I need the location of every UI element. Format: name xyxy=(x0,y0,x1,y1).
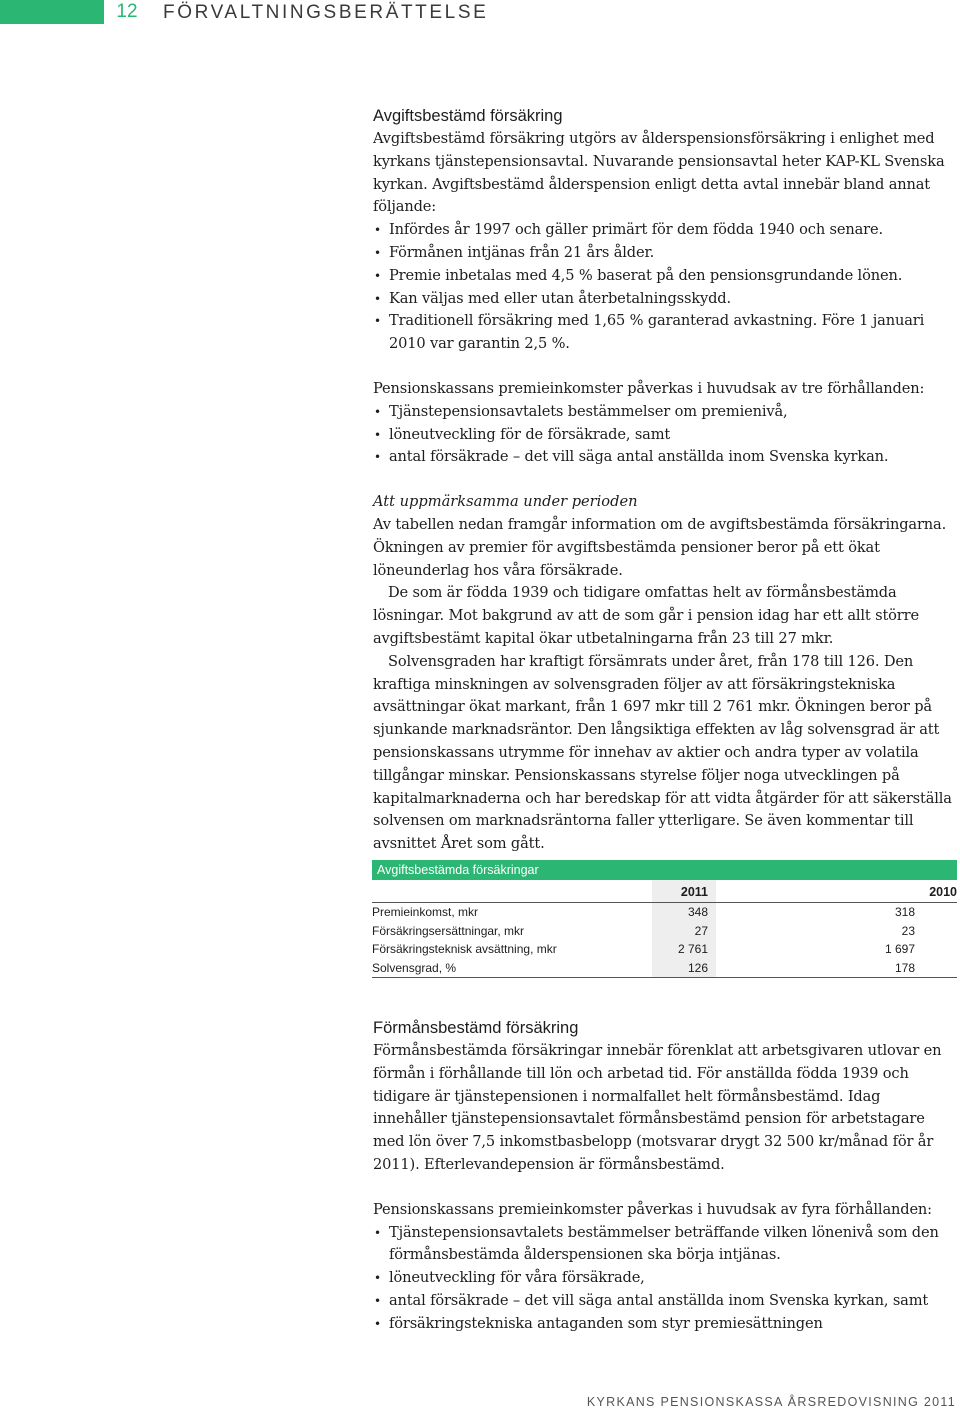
column-header-2011: 2011 xyxy=(680,885,708,899)
intro-paragraph: Avgiftsbestämd försäkring utgörs av ålderspensionsförsäkring i enlighet med kyrkans tjänstepensionsavtal. Nuvarande pensionsavtal heter KAP-KL Svenska kyrkan. Avgiftsbestämd ålderspension enligt detta avtal innebär bland annat följande: xyxy=(373,130,945,216)
list-item: • löneutveckling för våra försäkrade, xyxy=(373,1267,957,1290)
body-paragraph: Av tabellen nedan framgår information om de avgiftsbestämda försäkringarna. Ökningen av premier för avgiftsbestämda pensioner beror på ett ökat löneunderlag hos våra försäkrade. xyxy=(373,515,947,579)
cell-2011: 348 xyxy=(687,905,708,919)
list-item: • antal försäkrade – det vill säga antal anställda inom Svenska kyrkan. xyxy=(373,446,957,469)
list-item: • Förmånen intjänas från 21 års ålder. xyxy=(373,242,957,265)
page-footer: KYRKANS PENSIONSKASSA ÅRSREDOVISNING 2011 xyxy=(586,1395,956,1409)
section-heading: Avgiftsbestämd försäkring xyxy=(373,107,563,125)
cell-2010: 1 697 xyxy=(884,942,915,956)
cell-2011: 2 761 xyxy=(677,942,708,956)
list-item: • Kan väljas med eller utan återbetalningsskydd. xyxy=(373,288,957,311)
header-accent-bar xyxy=(0,0,104,24)
table-row xyxy=(372,940,957,959)
table-row xyxy=(372,959,957,978)
list-item: • Traditionell försäkring med 1,65 % garanterad avkastning. Före 1 januari 2010 var garantin 2,5 %. xyxy=(373,310,957,356)
table-header-row xyxy=(372,880,957,902)
list-item: • Infördes år 1997 och gäller primärt för dem födda 1940 och senare. xyxy=(373,219,957,242)
premium-intro: Pensionskassans premieinkomster påverkas i huvudsak av tre förhållanden: xyxy=(373,379,925,397)
cell-2010: 318 xyxy=(894,905,915,919)
list-item: • försäkringstekniska antaganden som styr premiesättningen xyxy=(373,1313,957,1336)
premium-factor-list xyxy=(373,1222,957,1336)
page-number: 12 xyxy=(116,1,138,22)
cell-2011: 27 xyxy=(694,923,708,938)
cell-2011: 126 xyxy=(687,960,708,975)
list-item: • löneutveckling för de försäkrade, samt xyxy=(373,424,957,447)
table-title: Avgiftsbestämda försäkringar xyxy=(372,860,957,880)
row-label: Försäkringsersättningar, mkr xyxy=(372,923,525,938)
table-row xyxy=(372,922,957,941)
body-paragraph: Förmånsbestämda försäkringar innebär förenklat att arbetsgivaren utlovar en förmån i förhållande till lön och arbetad tid. För anställda födda 1939 och tidigare är tjänstepensionen i normalfallet helt förmånsbestämd. Idag innehåller tjänstepensionsavtalet förmånsbestämd pension för arbetstagare med lön över 7,5 inkomstbasbelopp (motsvarar drygt 32 500 kr/månad för år 2011). Efterlevandepension är förmånsbestämd. xyxy=(373,1042,942,1173)
page-header-title: FÖRVALTNINGSBERÄTTELSE xyxy=(163,2,489,23)
list-item: • Tjänstepensionsavtalets bestämmelser beträffande vilken lönenivå som den förmånsbestämda ålderspensionen ska börja intjänas. xyxy=(373,1222,957,1268)
table-bottom-rule xyxy=(372,977,957,978)
section-avgiftsbestamd xyxy=(373,104,957,856)
list-item: • Premie inbetalas med 4,5 % baserat på den pensionsgrundande lönen. xyxy=(373,265,957,288)
row-label: Försäkringsteknisk avsättning, mkr xyxy=(372,942,557,956)
section-heading: Förmånsbestämd försäkring xyxy=(373,1019,579,1037)
premium-factor-list xyxy=(373,401,957,469)
column-header-2010: 2010 xyxy=(929,885,957,899)
section-formansbestamd xyxy=(373,1016,957,1336)
body-paragraph: Solvensgraden har kraftigt försämrats under året, från 178 till 126. Den kraftiga minskningen av solvensgraden följer av att försäkringstekniska avsättningar ökat markant, från 1 697 mkr till 2 761 mkr. Ökningen beror på sjunkande marknadsräntor. Den långsiktiga effekten av låg solvensgrad är att pensionskassans utrymme för innehav av aktier och andra typer av volatila tillgångar minskar. Pensionskassans styrelse följer noga utvecklingen på kapitalmarknaderna och har beredskap för att vidta åtgärder för att säkerställa solvensen om marknadsräntorna faller ytterligare. Se även kommentar till avsnittet Året som gått. xyxy=(373,652,952,853)
list-item: • Tjänstepensionsavtalets bestämmelser om premienivå, xyxy=(373,401,957,424)
feature-list xyxy=(373,219,957,356)
cell-2010: 178 xyxy=(894,960,915,975)
period-subheading: Att uppmärksamma under perioden xyxy=(373,493,638,511)
cell-2010: 23 xyxy=(901,923,915,938)
body-paragraph: De som är födda 1939 och tidigare omfattas helt av förmånsbestämda lösningar. Mot bakgrund av att de som går i pension idag har ett allt större avgiftsbestämt kapital ökar utbetalningarna från 23 till 27 mkr. xyxy=(373,584,919,647)
insurance-table xyxy=(372,860,957,978)
row-label: Premieinkomst, mkr xyxy=(372,905,479,919)
row-label: Solvensgrad, % xyxy=(372,960,457,975)
table-row xyxy=(372,903,957,922)
premium-intro: Pensionskassans premieinkomster påverkas i huvudsak av fyra förhållanden: xyxy=(373,1200,932,1218)
list-item: • antal försäkrade – det vill säga antal anställda inom Svenska kyrkan, samt xyxy=(373,1290,957,1313)
